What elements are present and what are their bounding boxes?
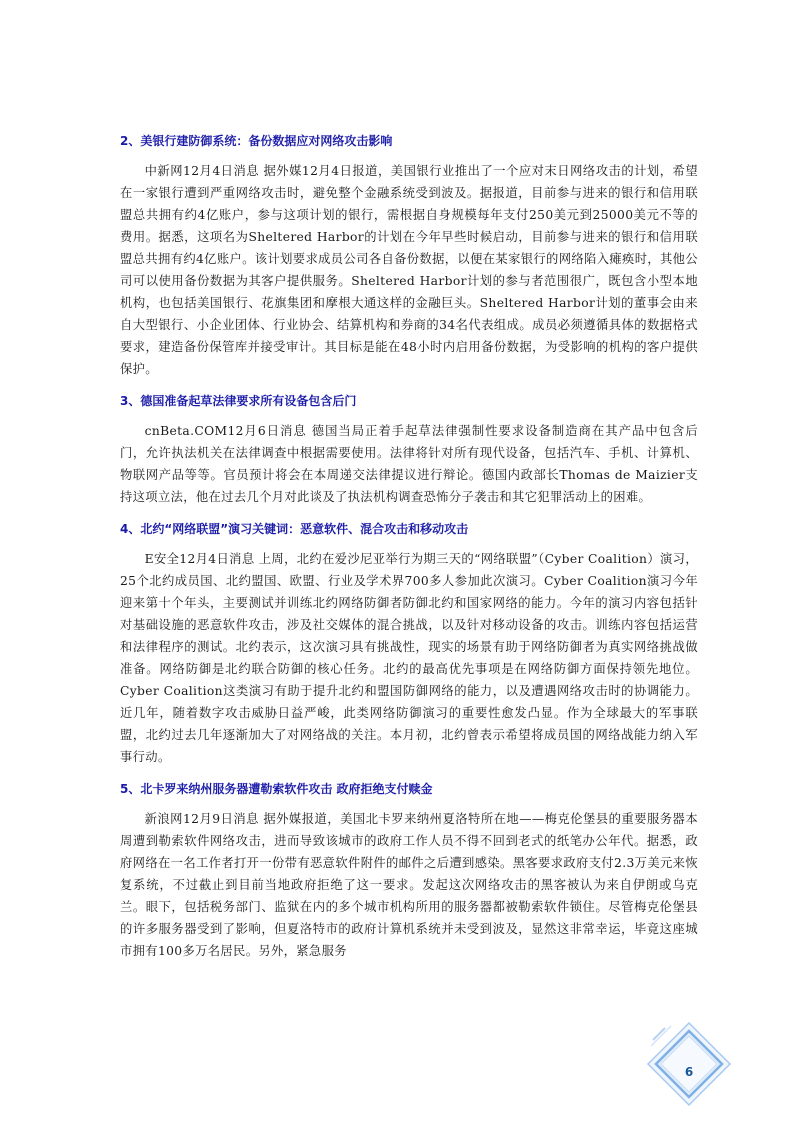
page-number: 6: [684, 1065, 694, 1079]
section-paragraph: 中新网12月4日消息 据外媒12月4日报道，美国银行业推出了一个应对末日网络攻击的计划，希望在一家银行遭到严重网络攻击时，避免整个金融系统受到波及。据报道，目前参与进来的银行和信用联盟总共拥有约4亿账户，参与这项计划的银行，需根据自身规模每年支付250美元到25000美元不等的费用。据悉，这项名为Sheltered Harbor的计划在今年早些时候启动，目前参与进来的银行和信用联盟总共拥有约4亿账户。该计划要求成员公司各自备份数据，以便在某家银行的网络陷入瘫痪时，其他公司可以使用备份数据为其客户提供服务。Sheltered Harbor计划的参与者范围很广，既包含小型本地机构，也包括美国银行、花旗集团和摩根大通这样的金融巨头。Sheltered Harbor计划的董事会由来自大型银行、小企业团体、行业协会、结算机构和券商的34名代表组成。成员必须遵循具体的数据格式要求，建造备份保管库并接受审计。其目标是能在48小时内启用备份数据，为受影响的机构的客户提供保护。: [120, 164, 698, 376]
section-paragraph: 新浪网12月9日消息 据外媒报道，美国北卡罗来纳州夏洛特所在地——梅克伦堡县的重要服务器本周遭到勒索软件网络攻击，进而导致该城市的政府工作人员不得不回到老式的纸笔办公年代。据悉，政府网络在一名工作者打开一份带有恶意软件附件的邮件之后遭到感染。黑客要求政府支付2.3万美元来恢复系统，不过截止到目前当地政府拒绝了这一要求。发起这次网络攻击的黑客被认为来自伊朗或乌克兰。眼下，包括税务部门、监狱在内的多个城市机构所用的服务器都被勒索软件锁住。尽管梅克伦堡县的许多服务器受到了影响，但夏洛特市的政府计算机系统并未受到波及，显然这非常幸运，毕竟这座城市拥有100多万名居民。另外，紧急服务: [120, 812, 698, 958]
section-heading: 3、德国准备起草法律要求所有设备包含后门: [120, 394, 357, 408]
section-heading: 4、北约“网络联盟”演习关键词：恶意软件、混合攻击和移动攻击: [120, 522, 469, 536]
news-item-3: [120, 392, 698, 508]
section-paragraph: cnBeta.COM12月6日消息 德国当局正着手起草法律强制性要求设备制造商在其产品中包含后门，允许执法机关在法律调查中根据需要使用。法律将针对所有现代设备，包括汽车、手机、计算机、物联网产品等等。官员预计将会在本周递交法律提议进行辩论。德国内政部长Thomas de Maizier支持这项立法，他在过去几个月对此谈及了执法机构调查恐怖分子袭击和其它犯罪活动上的困难。: [120, 424, 698, 504]
document-body: [120, 132, 698, 962]
news-item-5: [120, 780, 698, 962]
section-heading: 2、美银行建防御系统：备份数据应对网络攻击影响: [120, 134, 393, 148]
section-paragraph: E安全12月4日消息 上周，北约在爱沙尼亚举行为期三天的“网络联盟”（Cyber Coalition）演习，25个北约成员国、北约盟国、欧盟、行业及学术界700多人参加此次演习。Cyber Coalition演习今年迎来第十个年头，主要测试并训练北约网络防御者防御北约和国家网络的能力。今年的演习内容包括针对基础设施的恶意软件攻击，涉及社交媒体的混合挑战，以及针对移动设备的攻击。训练内容包括运营和法律程序的测试。北约表示，这次演习具有挑战性，现实的场景有助于网络防御者为真实网络挑战做准备。网络防御是北约联合防御的核心任务。北约的最高优先事项是在网络防御方面保持领先地位。Cyber Coalition这类演习有助于提升北约和盟国防御网络的能力，以及遭遇网络攻击时的协调能力。近几年，随着数字攻击威胁日益严峻，此类网络防御演习的重要性愈发凸显。作为全球最大的军事联盟，北约过去几年逐渐加大了对网络战的关注。本月初，北约曾表示希望将成员国的网络战能力纳入军事行动。: [120, 552, 698, 764]
news-item-2: [120, 132, 698, 380]
news-item-4: [120, 520, 698, 768]
section-heading: 5、北卡罗来纳州服务器遭勒索软件攻击 政府拒绝支付赎金: [120, 782, 433, 796]
page-number-badge: [645, 1020, 733, 1108]
